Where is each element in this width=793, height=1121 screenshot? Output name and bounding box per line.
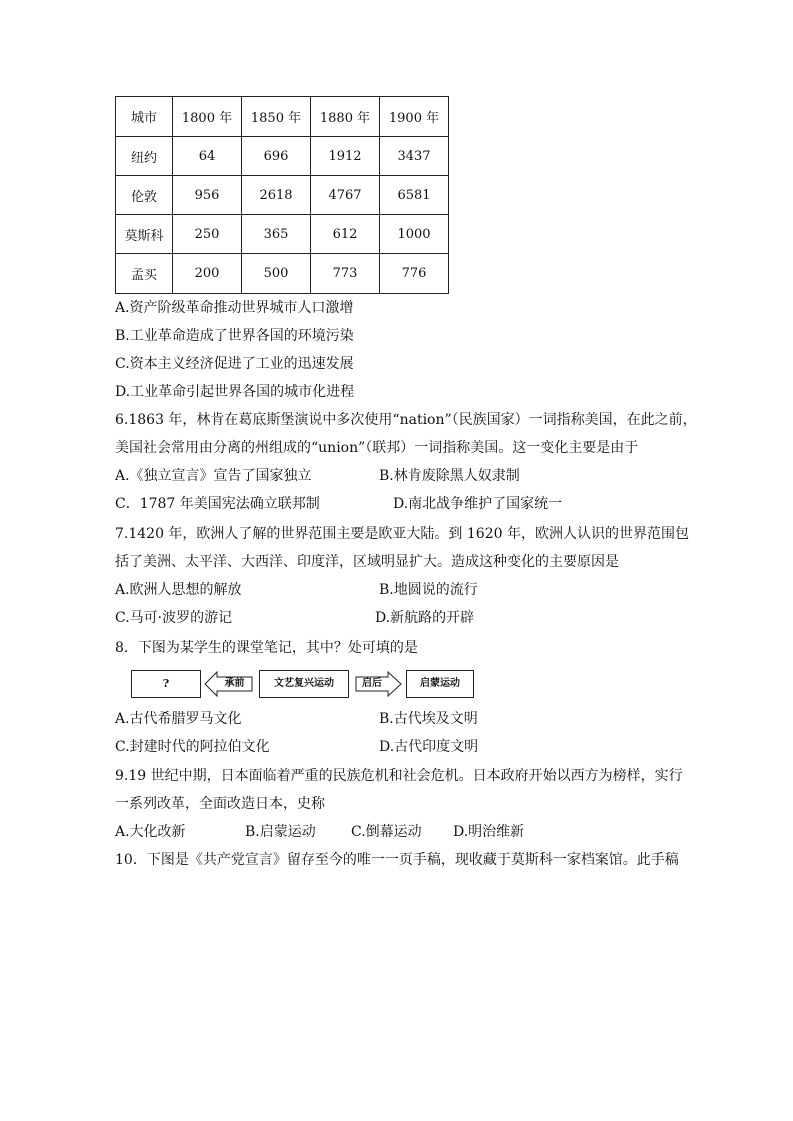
table-cell: 孟买 [116, 254, 173, 294]
table-cell: 64 [173, 137, 242, 176]
table-cell: 纽约 [116, 137, 173, 176]
q8-stem: 8．下图为某学生的课堂笔记，其中？处可填的是 [115, 640, 418, 656]
q9-option-d: D.明治维新 [453, 824, 525, 840]
table-row [116, 176, 449, 215]
q5-option-a: A.资产阶级革命推动世界城市人口激增 [115, 300, 354, 316]
table-cell: 6581 [380, 176, 449, 215]
q5-option-d: D.工业革命引起世界各国的城市化进程 [115, 384, 355, 400]
table-header-cell: 1880 年 [311, 97, 380, 137]
diagram-right-box: 启蒙运动 [406, 670, 474, 698]
table-row [116, 137, 449, 176]
table-cell: 莫斯科 [116, 215, 173, 254]
q6-stem-line1: 6.1863 年，林肯在葛底斯堡演说中多次使用“nation”（民族国家）一词指称美国，在此之前， [115, 412, 697, 428]
table-row [116, 254, 449, 294]
diagram-arrow-right-label: 启后 [362, 678, 382, 689]
table-cell: 3437 [380, 137, 449, 176]
q7-stem-line1: 7.1420 年，欧洲人了解的世界范围主要是欧亚大陆。到 1620 年，欧洲人认识的世界范围包 [115, 526, 689, 542]
q9-stem-line1: 9.19 世纪中期，日本面临着严重的民族危机和社会危机。日本政府开始以西方为榜样，实行 [115, 768, 683, 784]
table-cell: 伦敦 [116, 176, 173, 215]
table-header-cell: 城市 [116, 97, 173, 137]
q8-notes-diagram [131, 669, 476, 699]
table-cell: 612 [311, 215, 380, 254]
table-cell: 4767 [311, 176, 380, 215]
table-cell: 773 [311, 254, 380, 294]
q9-stem-line2: 一系列改革，全面改造日本，史称 [115, 796, 325, 812]
table-cell: 500 [242, 254, 311, 294]
q7-option-b: B.地圆说的流行 [379, 582, 478, 598]
diagram-unknown-box: ? [131, 670, 201, 698]
table-cell: 2618 [242, 176, 311, 215]
table-header-row [116, 97, 449, 137]
q10-stem-line1: 10．下图是《共产党宣言》留存至今的唯一一页手稿，现收藏于莫斯科一家档案馆。此手稿 [115, 852, 679, 868]
q5-option-c: C.资本主义经济促进了工业的迅速发展 [115, 356, 354, 372]
q8-option-c: C.封建时代的阿拉伯文化 [115, 739, 270, 755]
q8-option-b: B.古代埃及文明 [379, 711, 478, 727]
table-row [116, 215, 449, 254]
diagram-center-box: 文艺复兴运动 [259, 670, 349, 698]
table-cell: 696 [242, 137, 311, 176]
table-header-cell: 1850 年 [242, 97, 311, 137]
q7-option-a: A.欧洲人思想的解放 [115, 582, 242, 598]
table-cell: 200 [173, 254, 242, 294]
q7-stem-line2: 括了美洲、太平洋、大西洋、印度洋，区域明显扩大。造成这种变化的主要原因是 [115, 554, 619, 570]
table-header-cell: 1800 年 [173, 97, 242, 137]
q9-option-c: C.倒幕运动 [351, 824, 422, 840]
q6-option-b: B.林肯废除黑人奴隶制 [379, 468, 520, 484]
q9-option-b: B.启蒙运动 [245, 824, 316, 840]
table-cell: 1000 [380, 215, 449, 254]
table-cell: 956 [173, 176, 242, 215]
table-cell: 365 [242, 215, 311, 254]
q6-option-a: A.《独立宣言》宣告了国家独立 [115, 468, 312, 484]
q6-option-c: C．1787 年美国宪法确立联邦制 [115, 496, 320, 512]
diagram-arrow-left-label: 承前 [224, 678, 245, 689]
q6-option-d: D.南北战争维护了国家统一 [393, 496, 563, 512]
q6-stem-line2: 美国社会常用由分离的州组成的“union”（联邦）一词指称美国。这一变化主要是由于 [115, 440, 639, 456]
q8-option-d: D.古代印度文明 [379, 739, 479, 755]
q7-option-d: D.新航路的开辟 [375, 610, 475, 626]
table-header-cell: 1900 年 [380, 97, 449, 137]
table-cell: 1912 [311, 137, 380, 176]
q7-option-c: C.马可·波罗的游记 [115, 610, 233, 626]
table-cell: 776 [380, 254, 449, 294]
q5-option-b: B.工业革命造成了世界各国的环境污染 [115, 328, 354, 344]
table-cell: 250 [173, 215, 242, 254]
city-population-table [115, 96, 449, 294]
q9-option-a: A.大化改新 [115, 824, 186, 840]
q8-option-a: A.古代希腊罗马文化 [115, 711, 242, 727]
